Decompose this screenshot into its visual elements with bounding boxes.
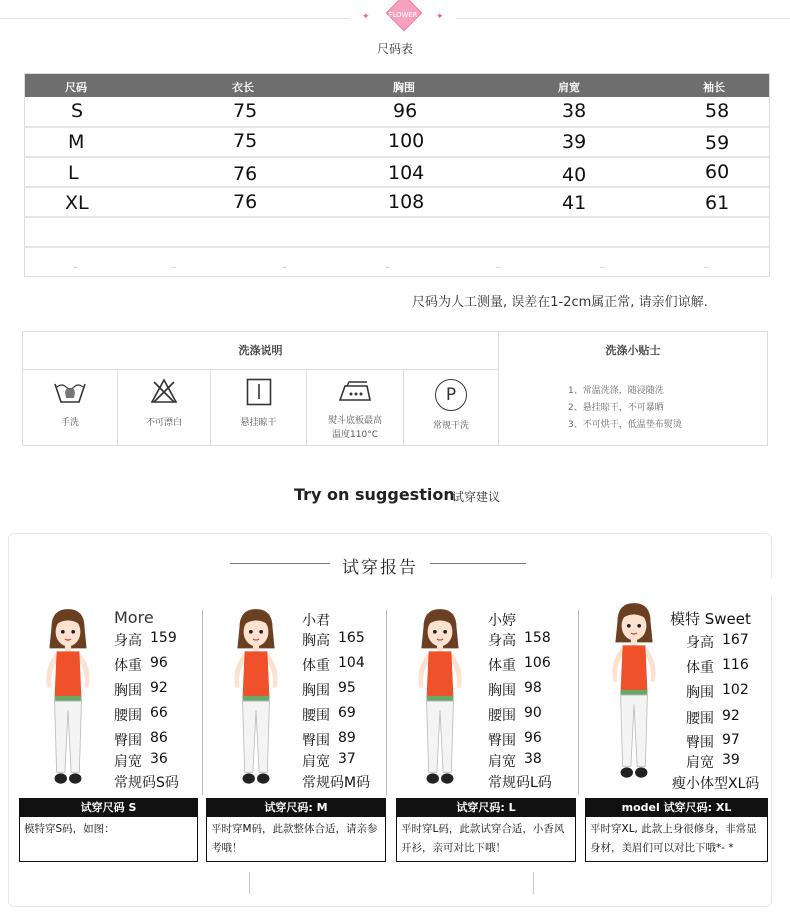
stat-label: 身高: [686, 635, 714, 651]
stat-row: [114, 751, 168, 771]
stat-label: 体重: [114, 658, 142, 674]
model-name: 小君: [302, 613, 330, 629]
tip-item: 3、不可烘干，低温垫布熨烫: [568, 420, 682, 430]
stat-value: 106: [524, 655, 551, 671]
stat-value: 69: [338, 705, 356, 721]
stat-row: [686, 732, 740, 752]
wash-label: 手洗: [60, 418, 79, 428]
box-title: 试穿尺码: L: [397, 799, 575, 817]
stat-value: 86: [150, 730, 168, 746]
stat-value: 36: [150, 751, 168, 767]
stat-row: [488, 730, 542, 750]
table-cell: 41: [562, 192, 587, 214]
wash-item: [211, 370, 306, 445]
stat-value: 37: [338, 751, 356, 767]
stat-label: 胸围: [686, 685, 714, 701]
hand-wash-icon: [53, 378, 87, 406]
row-divider: [25, 156, 769, 158]
row-divider: [25, 246, 769, 248]
box-title: model 试穿尺码: XL: [586, 799, 767, 817]
stat-row: [302, 630, 365, 650]
size-table: [24, 73, 770, 277]
model-figure: [34, 607, 102, 793]
stat-row: [114, 680, 168, 700]
stat-value: 92: [150, 680, 168, 696]
table-cell: 61: [705, 192, 730, 214]
box-title: 试穿尺码: M: [207, 799, 385, 817]
stat-value: 39: [722, 752, 740, 768]
row-divider: [25, 126, 769, 128]
stat-label: 肩宽: [686, 755, 714, 771]
wash-item: [118, 370, 210, 445]
wash-title: 洗涤说明: [238, 344, 283, 357]
table-cell: 76: [233, 191, 258, 213]
empty-cell-dash: –: [496, 262, 501, 273]
stat-value: 96: [524, 730, 542, 746]
header-rule-left: [0, 18, 350, 19]
stat-label: 臀围: [488, 733, 516, 749]
stat-value: 165: [338, 630, 365, 646]
column-header: 袖长: [703, 81, 725, 94]
stat-label: 腰围: [488, 708, 516, 724]
fit-comment-box: [19, 798, 198, 862]
no-bleach-icon: [150, 378, 178, 404]
table-cell: 38: [562, 100, 587, 122]
table-cell: 60: [705, 161, 730, 183]
sparkle-icon: ✦: [436, 12, 444, 22]
empty-cell-dash: –: [73, 262, 78, 273]
stat-value: 90: [524, 705, 542, 721]
column-header: 衣长: [232, 81, 254, 94]
model-figure: [600, 601, 668, 787]
flower-badge: [383, 6, 423, 32]
stat-row: [302, 655, 365, 675]
column-header: 肩宽: [558, 81, 580, 94]
table-cell: 108: [388, 191, 425, 213]
wash-item: [307, 370, 403, 445]
empty-cell-dash: –: [600, 262, 605, 273]
empty-cell-dash: –: [385, 262, 390, 273]
wash-label: 不可漂白: [145, 418, 182, 428]
table-cell: 40: [562, 164, 587, 186]
table-cell: 76: [233, 163, 258, 185]
stat-label: 身高: [114, 633, 142, 649]
stat-value: 96: [150, 655, 168, 671]
table-cell: 59: [705, 132, 730, 154]
stat-row: [114, 705, 168, 725]
wash-label: 温度110°C: [332, 430, 378, 440]
suggestion-heading-cn: 试穿建议: [452, 490, 501, 504]
measurement-note: 尺码为人工测量, 误差在1-2cm属正常, 请亲们谅解.: [412, 295, 708, 310]
stat-label: 体重: [302, 658, 330, 674]
row-divider: [25, 186, 769, 188]
stat-value: 95: [338, 680, 356, 696]
wash-item: [404, 370, 498, 445]
stat-row: [114, 730, 168, 750]
fit-size: 瘦小体型XL码: [672, 776, 760, 792]
stat-value: 104: [338, 655, 365, 671]
column-header: 胸围: [393, 81, 415, 94]
table-cell: M: [68, 131, 85, 153]
table-cell: 104: [388, 162, 425, 184]
title-rule-right: [430, 563, 526, 564]
stat-label: 臀围: [114, 733, 142, 749]
model-card: [210, 605, 395, 795]
table-cell: L: [68, 162, 79, 184]
stat-label: 腰围: [114, 708, 142, 724]
divider: [533, 872, 534, 894]
stat-value: 97: [722, 732, 740, 748]
table-cell: XL: [65, 192, 89, 214]
stat-row: [686, 752, 740, 772]
fit-size: 常规码S码: [114, 775, 179, 791]
empty-cell-dash: –: [171, 262, 176, 273]
dry-clean-icon: P: [435, 379, 467, 411]
table-cell: 75: [233, 100, 258, 122]
row-divider: [25, 216, 769, 218]
sparkle-icon: ✦: [362, 12, 370, 22]
page-title: 尺码表: [376, 42, 413, 56]
stat-label: 胸高: [302, 633, 330, 649]
stat-label: 胸围: [488, 683, 516, 699]
title-rule-left: [230, 563, 330, 564]
stat-label: 身高: [488, 633, 516, 649]
box-text: 模特穿S码，如图：: [24, 823, 115, 835]
empty-cell-dash: –: [704, 262, 709, 273]
stat-value: 98: [524, 680, 542, 696]
table-cell: 75: [233, 130, 258, 152]
tip-item: 1、常温洗涤，随浸随洗: [568, 386, 664, 396]
badge-text: FLOWER: [388, 11, 418, 19]
stat-value: 167: [722, 632, 749, 648]
stat-value: 66: [150, 705, 168, 721]
model-figure: [222, 607, 290, 793]
wash-label: 常规干洗: [432, 421, 469, 431]
fit-size: 常规码L码: [488, 775, 552, 791]
model-card: [396, 605, 581, 795]
report-title: 试穿报告: [342, 558, 418, 578]
model-name: 模特 Sweet: [670, 610, 751, 628]
table-cell: 96: [393, 100, 418, 122]
wash-tips-title: 洗涤小贴士: [605, 344, 661, 357]
stat-row: [686, 708, 740, 728]
box-text: 平时穿M码，此款整体合适，请亲参考哦！: [211, 823, 378, 854]
stat-value: 89: [338, 730, 356, 746]
empty-cell-dash: –: [282, 262, 287, 273]
table-cell: 100: [388, 130, 425, 152]
stat-label: 臀围: [686, 735, 714, 751]
table-cell: 39: [562, 131, 587, 153]
stat-label: 腰围: [302, 708, 330, 724]
model-name: 小婷: [488, 613, 516, 629]
stat-row: [488, 751, 542, 771]
table-cell: 58: [705, 100, 730, 122]
table-header: [25, 74, 769, 97]
stat-row: [302, 751, 356, 771]
stat-row: [114, 655, 168, 675]
model-card: [20, 605, 205, 795]
stat-label: 臀围: [302, 733, 330, 749]
box-title: 试穿尺码 S: [20, 799, 197, 817]
stat-row: [302, 680, 356, 700]
stat-row: [488, 630, 551, 650]
stat-value: 159: [150, 630, 177, 646]
wash-label: 悬挂晾干: [240, 418, 277, 428]
stat-row: [114, 630, 177, 650]
stat-label: 腰围: [686, 711, 714, 727]
column-header: 尺码: [65, 81, 87, 94]
stat-label: 肩宽: [488, 754, 516, 770]
stat-value: 116: [722, 657, 749, 673]
iron-icon: [337, 380, 373, 402]
fit-comment-box: [396, 798, 576, 862]
stat-row: [302, 705, 356, 725]
table-cell: S: [71, 100, 84, 122]
stat-row: [686, 632, 749, 652]
panel-band: [12, 578, 790, 596]
stat-value: 38: [524, 751, 542, 767]
stat-row: [488, 705, 542, 725]
stat-row: [302, 730, 356, 750]
wash-label: 熨斗底板最高: [327, 416, 382, 426]
model-figure: [406, 607, 474, 793]
box-text: 平时穿L码，此款试穿合适，小香风开衫，亲可对比下哦！: [401, 823, 565, 854]
stat-label: 胸围: [114, 683, 142, 699]
stat-value: 158: [524, 630, 551, 646]
stat-row: [686, 657, 749, 677]
stat-value: 102: [722, 682, 749, 698]
divider: [249, 872, 250, 894]
stat-row: [686, 682, 749, 702]
tip-item: 2、悬挂晾干，不可暴晒: [568, 403, 664, 413]
divider: [498, 332, 499, 445]
fit-comment-box: [206, 798, 386, 862]
hang-dry-icon: [246, 378, 272, 406]
wash-item: [23, 370, 117, 445]
stat-label: 体重: [488, 658, 516, 674]
stat-label: 肩宽: [302, 754, 330, 770]
wash-tips-list: [568, 383, 682, 434]
box-text: 平时穿XL, 此款上身很修身，非常显身材，美眉们可以对比下哦*- *: [590, 823, 757, 854]
suggestion-heading: Try on suggestion: [294, 485, 455, 504]
stat-value: 92: [722, 708, 740, 724]
header-rule-right: [456, 18, 790, 19]
wash-instructions: [22, 331, 768, 446]
model-name: More: [114, 608, 154, 627]
fit-comment-box: [585, 798, 768, 862]
fit-size: 常规码M码: [302, 775, 371, 791]
stat-label: 胸围: [302, 683, 330, 699]
stat-row: [488, 655, 551, 675]
stat-label: 体重: [686, 660, 714, 676]
stat-label: 肩宽: [114, 754, 142, 770]
stat-row: [488, 680, 542, 700]
model-card: [594, 605, 784, 795]
